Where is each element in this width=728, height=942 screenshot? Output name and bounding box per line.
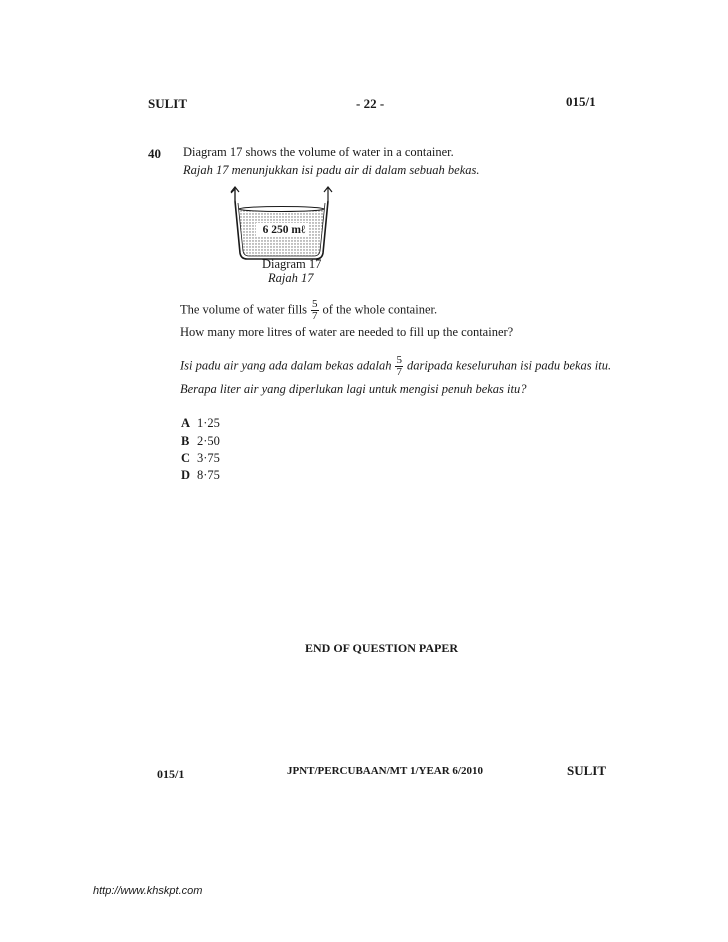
option-b — [181, 434, 220, 449]
footer-sulit: SULIT — [567, 763, 607, 778]
question-stem-malay: Rajah 17 menunjukkan isi padu air di dalam sebuah bekas. — [183, 163, 480, 177]
diagram-caption-malay: Rajah 17 — [268, 271, 314, 285]
fraction-malay — [395, 355, 403, 378]
container-diagram — [225, 183, 345, 263]
line1-en-after: of the whole container. — [322, 302, 438, 317]
line1-ms-before: Isi padu air yang ada dalam bekas adalah — [180, 358, 392, 373]
option-d-value: 8·75 — [197, 468, 220, 482]
option-d-letter: D — [181, 468, 191, 482]
line1-ms-after: daripada keseluruhan isi padu bekas itu. — [406, 358, 612, 373]
header-paper-code: 015/1 — [566, 94, 596, 109]
question-line-english: How many more litres of water are needed to fill up the container? — [180, 325, 514, 339]
option-a-value: 1·25 — [197, 416, 220, 430]
footer-paper-code: 015/1 — [157, 767, 185, 781]
volume-fraction-line-malay — [180, 355, 611, 378]
fraction-numerator-malay: 5 — [396, 354, 402, 366]
page-number: - 22 - — [356, 96, 385, 111]
question-stem-english: Diagram 17 shows the volume of water in a container. — [183, 145, 454, 159]
fraction-english — [311, 299, 319, 322]
option-c — [181, 451, 220, 466]
option-a-letter: A — [181, 416, 191, 430]
volume-label: 6 250 mℓ — [262, 224, 306, 236]
option-a — [181, 416, 220, 431]
line1-en-before: The volume of water fills — [180, 302, 308, 317]
footer-series: JPNT/PERCUBAAN/MT 1/YEAR 6/2010 — [287, 765, 483, 777]
option-d — [181, 468, 220, 483]
fraction-denominator-malay: 7 — [396, 366, 402, 378]
fraction-numerator: 5 — [312, 298, 318, 310]
fraction-denominator: 7 — [312, 310, 318, 322]
source-url[interactable]: http://www.khskpt.com — [93, 885, 203, 897]
volume-fraction-line-english — [180, 299, 437, 322]
diagram-caption-english: Diagram 17 — [262, 257, 322, 271]
option-c-letter: C — [181, 451, 191, 465]
option-c-value: 3·75 — [197, 451, 220, 465]
option-b-value: 2·50 — [197, 434, 220, 448]
header-sulit: SULIT — [148, 96, 188, 111]
end-of-paper: END OF QUESTION PAPER — [305, 641, 459, 655]
option-b-letter: B — [181, 434, 190, 448]
question-number: 40 — [148, 146, 161, 161]
question-line-malay: Berapa liter air yang diperlukan lagi untuk mengisi penuh bekas itu? — [180, 382, 527, 396]
